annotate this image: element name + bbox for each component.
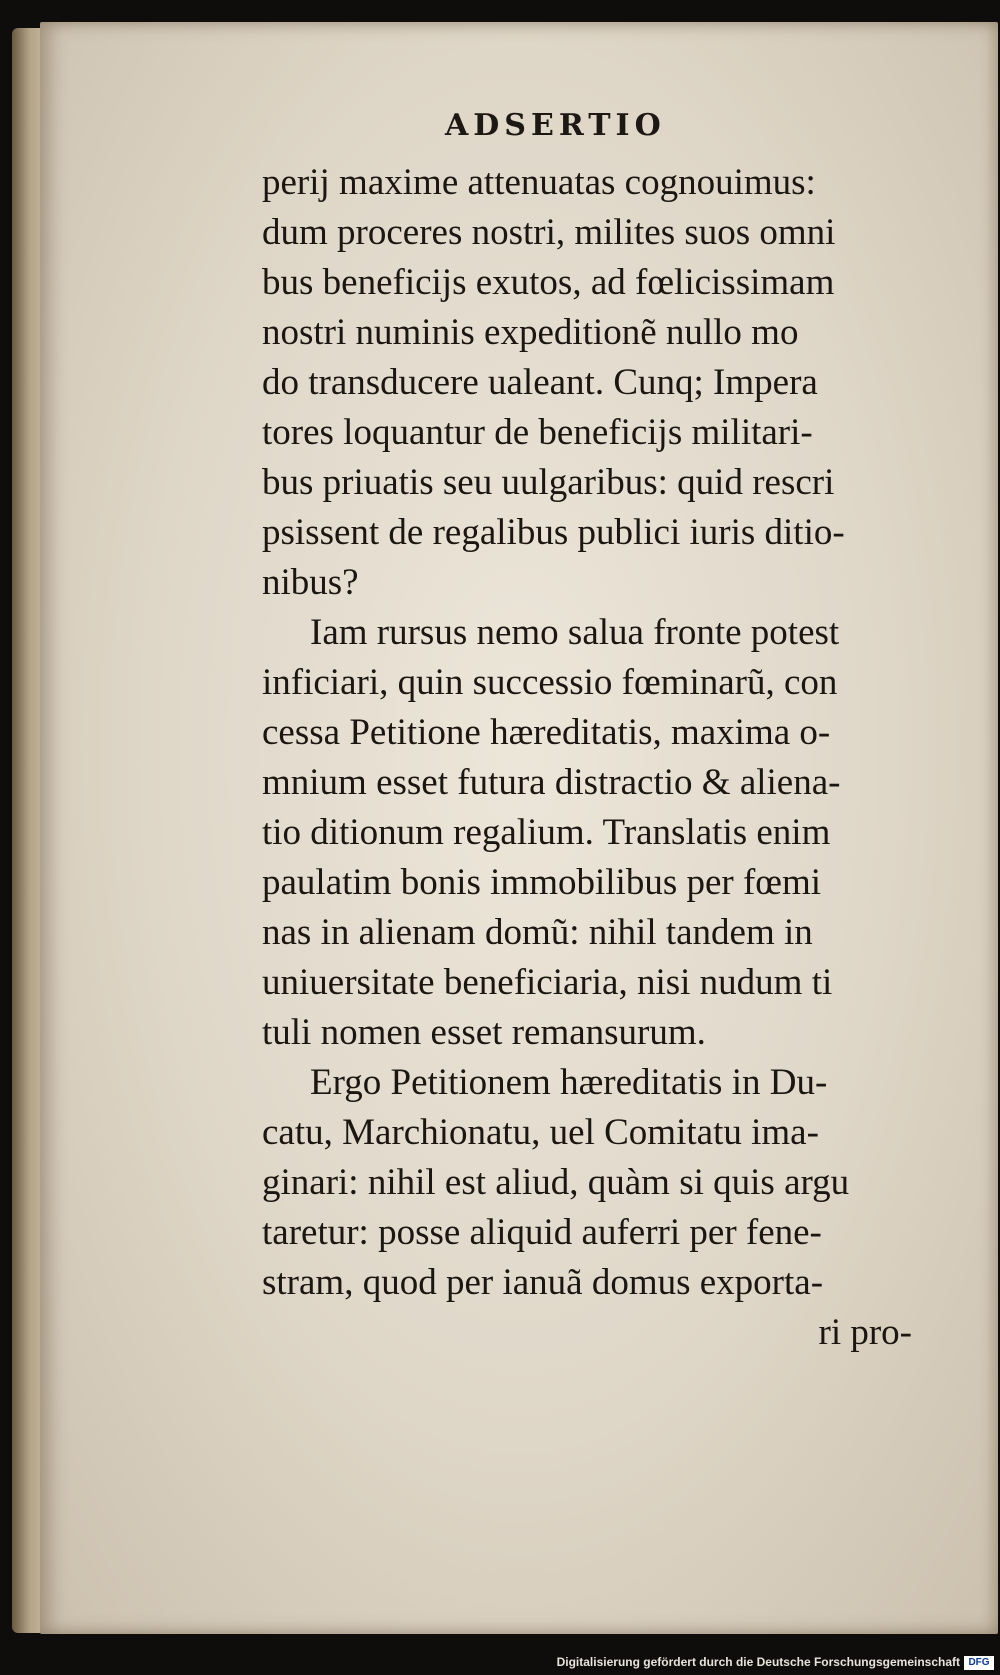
text-line-11: inficiari, quin successio fœminarũ, con	[262, 662, 838, 703]
text-line-14: tio ditionum regalium. Translatis enim	[262, 812, 831, 853]
text-line-10: Iam rursus nemo salua fronte potest	[310, 612, 840, 653]
text-line-2: dum proceres nostri, milites suos omni	[262, 212, 836, 253]
catchword: ri pro-	[818, 1312, 912, 1353]
text-line-7: bus priuatis seu uulgaribus: quid rescri	[262, 462, 835, 503]
text-line-15: paulatim bonis immobilibus per fœmi	[262, 862, 822, 903]
text-line-1: perij maxime attenuatas cognouimus:	[262, 162, 816, 203]
dfg-logo-icon: DFG	[964, 1656, 994, 1670]
text-line-16: nas in alienam domũ: nihil tandem in	[262, 912, 813, 953]
text-line-23: stram, quod per ianuã domus exporta-	[262, 1262, 824, 1303]
text-line-22: taretur: posse aliquid auferri per fene-	[262, 1212, 822, 1253]
text-line-5: do transducere ualeant. Cunq; Impera	[262, 362, 818, 403]
text-block	[262, 158, 942, 1358]
text-line-13: mnium esset futura distractio & aliena-	[262, 762, 841, 803]
running-head: ADSERTIO	[445, 108, 666, 143]
text-line-12: cessa Petitione hæreditatis, maxima o-	[262, 712, 831, 753]
text-line-19: Ergo Petitionem hæreditatis in Du-	[310, 1062, 828, 1103]
text-line-3: bus beneficijs exutos, ad fœlicissimam	[262, 262, 835, 303]
text-line-9: nibus?	[262, 562, 359, 603]
text-line-20: catu, Marchionatu, uel Comitatu ima-	[262, 1112, 819, 1153]
text-line-17: uniuersitate beneficiaria, nisi nudum ti	[262, 962, 833, 1003]
footer-credit: Digitalisierung gefördert durch die Deutsche Forschungsgemeinschaft	[556, 1655, 960, 1669]
text-line-4: nostri numinis expeditionẽ nullo mo	[262, 312, 799, 353]
text-line-8: psissent de regalibus publici iuris ditio-	[262, 512, 845, 553]
text-line-21: ginari: nihil est aliud, quàm si quis argu	[262, 1162, 850, 1203]
text-line-18: tuli nomen esset remansurum.	[262, 1012, 706, 1053]
text-line-6: tores loquantur de beneficijs militari-	[262, 412, 813, 453]
